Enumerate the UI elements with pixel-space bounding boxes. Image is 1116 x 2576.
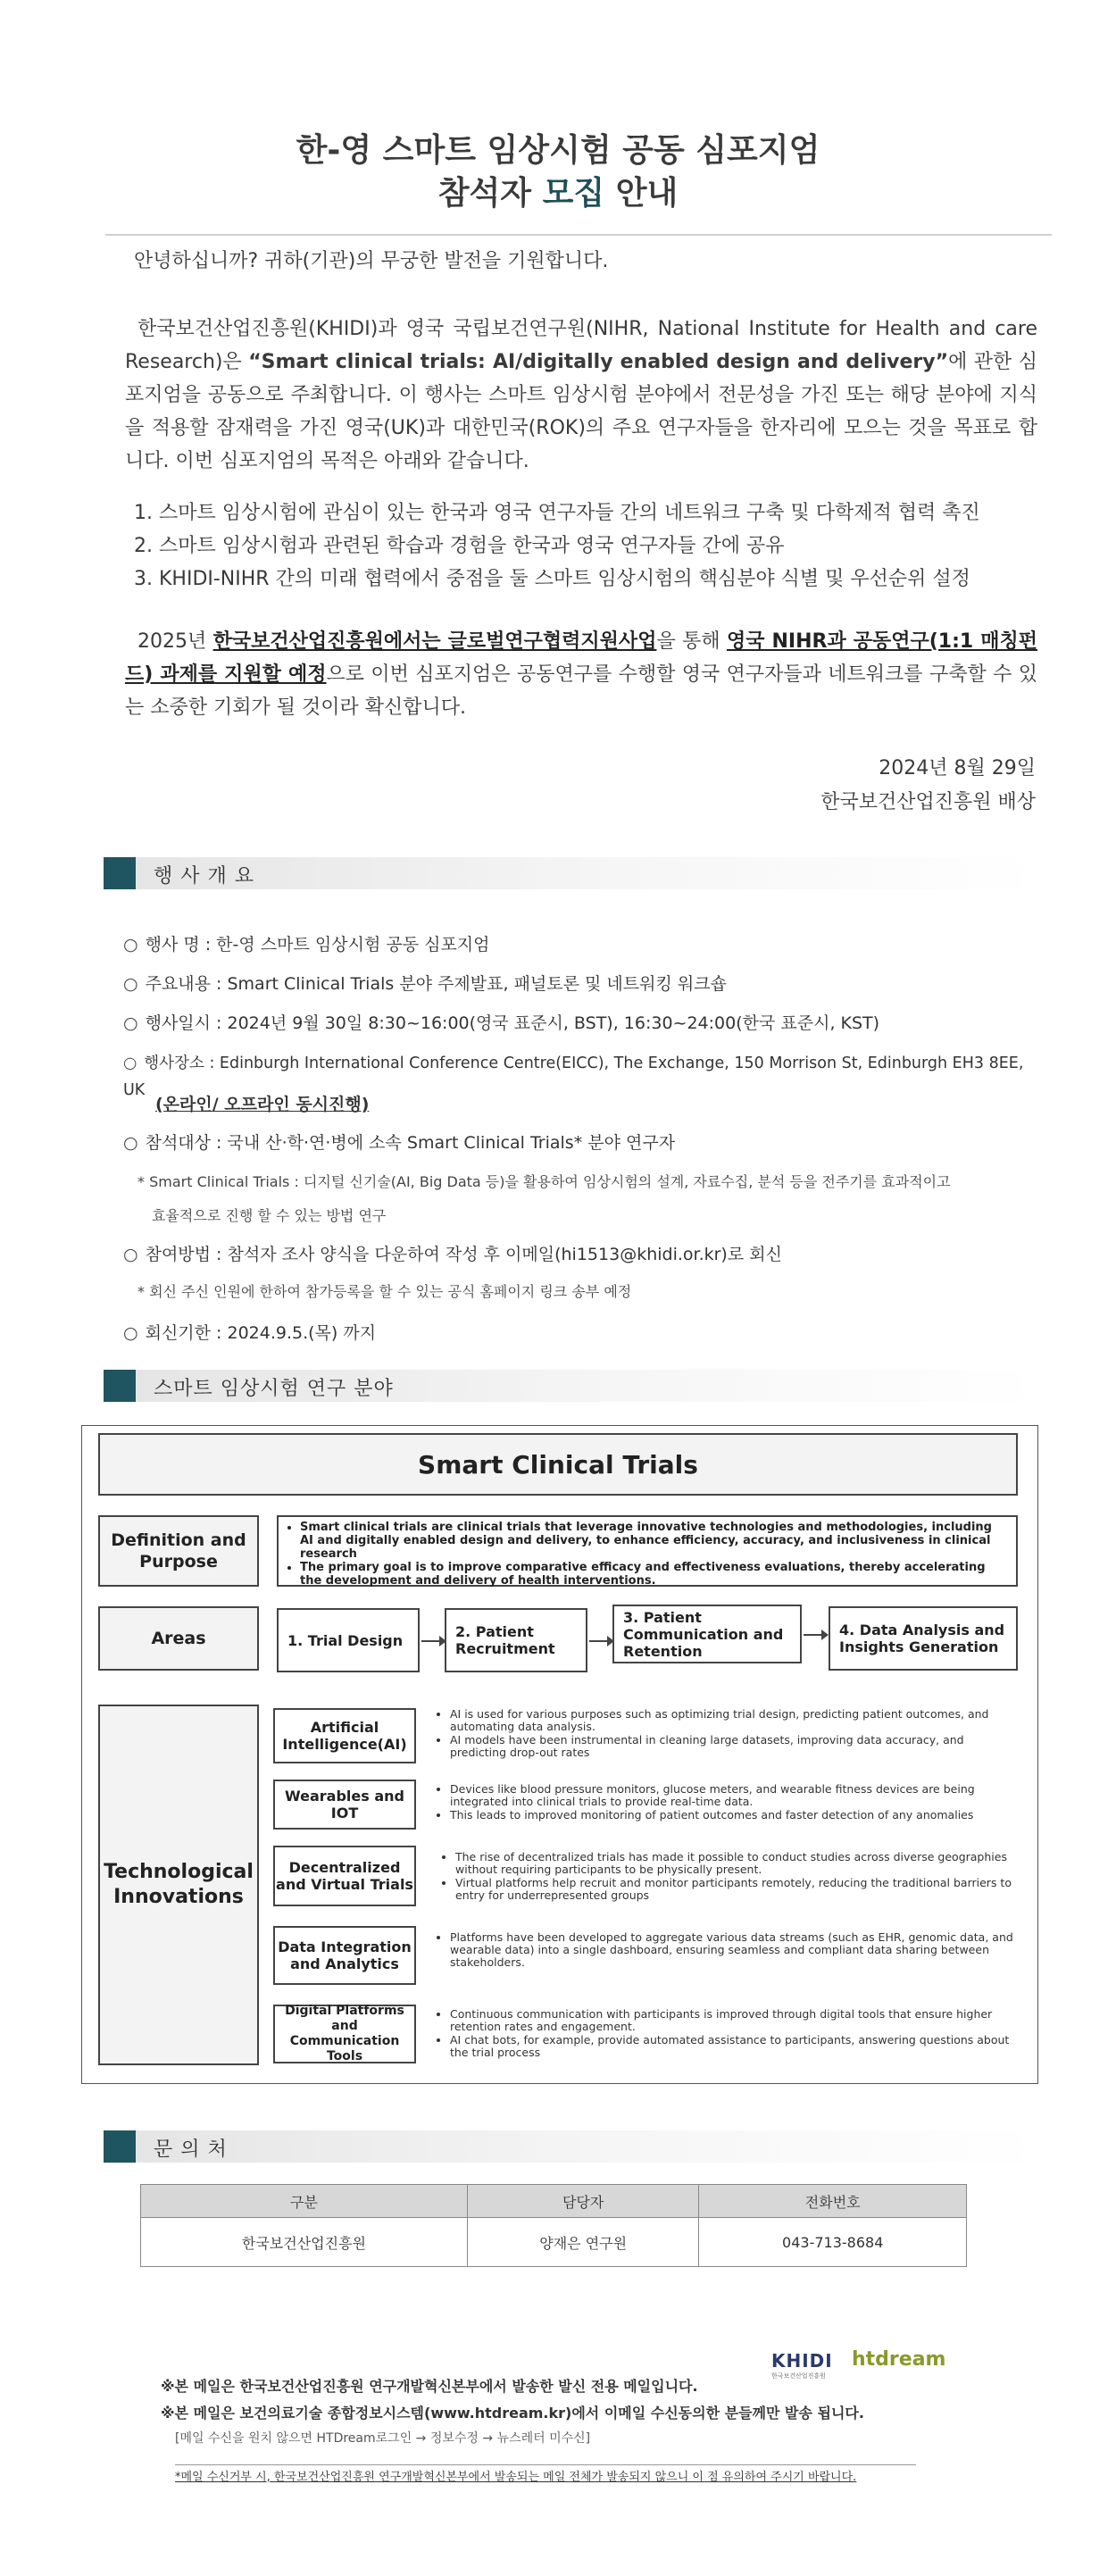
intro-post: 에 관한 심포지엄을 공동으로 주최합니다. 이 행사는 스마트 임상시험 분야에서 전문성을 가진 또는 해당 분야에 지식을 적용할 잠재력을 가진 영국(UK)과 대한민국(ROK)의 주요 연구자들을 한자리에 모으는 것을 목표로 합니다. 이번 심포지엄의 목적은 아래와 같습니다.: [125, 351, 1037, 472]
closing-mid: 을 통해: [656, 630, 727, 653]
overview-method: [123, 1241, 1043, 1268]
overview-name: [123, 931, 1043, 958]
letter-sender: 한국보건산업진흥원 배상: [820, 791, 1036, 813]
subtitle-suffix: 안내: [604, 175, 679, 212]
contact-table: [140, 2184, 967, 2267]
list-item: 1. 스마트 임상시험에 관심이 있는 한국과 영국 연구자들 간의 네트워크 구축 및 다학제적 협력 촉진: [134, 502, 980, 524]
letter-date: 2024년 8월 29일: [879, 757, 1036, 779]
overview-content: [123, 971, 1043, 997]
tech-digital-platforms-details: [436, 2008, 1016, 2060]
footer-line-3: [메일 수신을 원치 않으면 HTDream로그인 → 정보수정 → 뉴스레터 미수신]: [175, 2431, 591, 2446]
tech-ai-details: [436, 1708, 1016, 1760]
list-item: • Devices like blood pressure monitors, glucose meters, and wearable fitness devices are being integrated into clinical trials to provide real-time data.: [450, 1783, 1016, 1808]
contact-org: 한국보건산업진흥원: [141, 2218, 468, 2267]
tech-item-data-integration: Data Integration and Analytics: [273, 1926, 416, 1985]
overview-datetime-text: 행사일시 : 2024년 9월 30일 8:30~16:00(영국 표준시, BST), 16:30~24:00(한국 표준시, KST): [145, 1013, 880, 1033]
overview-method-text: 참여방법 : 참석자 조사 양식을 다운하여 작성 후 이메일(hi1513@khidi.or.kr)로 회신: [145, 1245, 782, 1264]
circle-bullet-icon: ○: [123, 974, 138, 994]
contact-section-header: [104, 2130, 1041, 2163]
tech-item-ai: Artificial Intelligence(AI): [273, 1708, 416, 1763]
footer-line-2: ※본 메일은 보건의료기술 종합정보시스템(www.htdream.kr)에서 이메일 수신동의한 분들께만 발송 됩니다.: [161, 2405, 864, 2422]
page-subtitle: [0, 168, 1116, 213]
target-note: [137, 1165, 1039, 1233]
section-title: 스마트 임상시험 연구 분야: [154, 1378, 394, 1400]
goals-list: [134, 496, 1046, 596]
overview-deadline-text: 회신기한 : 2024.9.5.(목) 까지: [145, 1323, 377, 1343]
area-step: 1. Trial Design: [277, 1608, 420, 1672]
section-marker-icon: [104, 1370, 136, 1402]
areas-label: Areas: [98, 1606, 259, 1671]
closing-post: 으로 이번 심포지엄은 공동연구를 수행할 영국 연구자들과 네트워크를 구축할 수 있는 소중한 기회가 될 것이라 확신합니다.: [125, 663, 1037, 719]
overview-datetime: [123, 1010, 1043, 1037]
tech-item-decentralized: Decentralized and Virtual Trials: [273, 1846, 416, 1906]
khidi-logo-subtext: 한국보건산업진흥원: [771, 2372, 826, 2380]
section-marker-icon: [104, 2130, 136, 2163]
greeting: 안녕하십니까? 귀하(기관)의 무궁한 발전을 기원합니다.: [134, 250, 609, 272]
overview-deadline: [123, 1320, 1043, 1346]
overview-target: [123, 1130, 1043, 1156]
overview-name-text: 행사 명 : 한-영 스마트 임상시험 공동 심포지엄: [145, 935, 490, 955]
research-section-header: [104, 1370, 1041, 1402]
list-item: • Platforms have been developed to aggregate various data streams (such as EHR, genomic data, and wearable data) into a single dashboard, ensuring seamless and compliant data sharing between stakeholders.: [450, 1931, 1016, 1969]
intro-pre: 한국보건산업진흥원(KHIDI)과 영국 국립보건연구원(NIHR, National Institute for Health and care Research)은: [125, 318, 1037, 373]
closing-year: 2025년: [137, 630, 213, 653]
khidi-logo-text: KHIDI: [771, 2350, 833, 2372]
list-item: • AI chat bots, for example, provide automated assistance to participants, answering questions about the trial process: [450, 2034, 1016, 2059]
circle-bullet-icon: ○: [123, 1323, 138, 1343]
list-item: • AI is used for various purposes such as optimizing trial design, predicting patient outcomes, and automating data analysis.: [450, 1708, 1016, 1733]
subtitle-highlight: 모집: [542, 175, 605, 212]
list-item: 3. KHIDI-NIHR 간의 미래 협력에서 중점을 둘 스마트 임상시험의 핵심분야 식별 및 우선순위 설정: [134, 568, 970, 590]
intro-paragraph: [125, 313, 1037, 478]
page-title: 한-영 스마트 임상시험 공동 심포지엄: [296, 132, 820, 169]
target-note-line1: * Smart Clinical Trials : 디지털 신기술(AI, Big Data 등)을 활용하여 임상시험의 설계, 자료수집, 분석 등을 전주기를 효과적이고: [137, 1173, 951, 1190]
closing-paragraph: [125, 625, 1037, 724]
list-item: 2. 스마트 임상시험과 관련된 학습과 경험을 한국과 영국 연구자들 간에 공유: [134, 535, 785, 557]
column-header: 구분: [141, 2185, 468, 2218]
footer-line-4: *메일 수신거부 시, 한국보건산업진흥원 연구개발혁신본부에서 발송되는 메일 전체가 발송되지 않으니 이 점 유의하여 주시기 바랍니다.: [175, 2464, 916, 2484]
table-row: [141, 2218, 967, 2267]
tech-data-integration-details: [436, 1931, 1016, 1970]
list-item: • This leads to improved monitoring of patient outcomes and faster detection of any anomalies: [450, 1809, 1016, 1822]
section-marker-icon: [104, 857, 136, 889]
method-note: * 회신 주신 인원에 한하여 참가등록을 할 수 있는 공식 홈페이지 링크 송부 예정: [137, 1283, 632, 1300]
list-item: • Continuous communication with participants is improved through digital tools that ensure higher retention rates and engagement.: [450, 2008, 1016, 2033]
circle-bullet-icon: ○: [123, 1245, 138, 1264]
arrow-right-icon: [589, 1640, 612, 1642]
footer-line-1: ※본 메일은 한국보건산업진흥원 연구개발혁신본부에서 발송한 발신 전용 메일입니다.: [161, 2378, 698, 2395]
circle-bullet-icon: ○: [123, 1133, 138, 1153]
definition-text: [277, 1515, 1018, 1587]
list-item: • AI models have been instrumental in cleaning large datasets, improving data accuracy, and predicting drop-out rates: [450, 1734, 1016, 1759]
contact-phone: 043-713-8684: [699, 2218, 967, 2267]
circle-bullet-icon: ○: [123, 1055, 137, 1072]
section-title: 행 사 개 요: [154, 865, 254, 888]
diagram-title: Smart Clinical Trials: [98, 1433, 1018, 1496]
title-divider: [105, 234, 1052, 236]
list-item: • The primary goal is to improve comparative efficacy and effectiveness evaluations, thereby accelerating the development and delivery of health interventions.: [300, 1561, 1007, 1588]
overview-online-note: (온라인/ 오프라인 동시진행): [155, 1095, 370, 1114]
subtitle-prefix: 참석자: [437, 175, 543, 212]
column-header: 담당자: [467, 2185, 699, 2218]
column-header: 전화번호: [699, 2185, 967, 2218]
circle-bullet-icon: ○: [123, 1013, 138, 1033]
closing-program: 한국보건산업진흥원에서는 글로벌연구협력지원사업: [212, 630, 657, 653]
table-header-row: [141, 2185, 967, 2218]
list-item: • Smart clinical trials are clinical trials that leverage innovative technologies and methodologies, including AI and digitally enabled design and delivery, to enhance efficiency, accuracy, and inclusiveness in clinical research: [300, 1521, 1007, 1561]
overview-venue-text: 행사장소 : Edinburgh International Conference Centre(EICC), The Exchange, 150 Morrison St, Edinburgh EH3 8EE, UK: [123, 1055, 1024, 1099]
section-title: 문 의 처: [154, 2138, 228, 2161]
overview-section-header: [104, 857, 1041, 889]
arrow-right-icon: [421, 1640, 445, 1642]
circle-bullet-icon: ○: [123, 935, 138, 955]
closing-support: 영국 NIHR과 공동연구(1:1 매칭펀드) 과제를 지원할 예정: [125, 630, 1037, 686]
tech-innovations-label: Technological Innovations: [98, 1705, 259, 2065]
tech-wearables-details: [436, 1783, 1016, 1822]
contact-person: 양재은 연구원: [467, 2218, 699, 2267]
intro-symposium-title: “Smart clinical trials: AI/digitally enabled design and delivery”: [248, 351, 949, 373]
overview-target-text: 참석대상 : 국내 산·학·연·병에 소속 Smart Clinical Trials* 분야 연구자: [145, 1133, 676, 1153]
htdream-logo: htdream: [852, 2348, 946, 2371]
tech-item-digital-platforms: Digital Platforms and Communication Tools: [273, 2005, 416, 2063]
list-item: • The rise of decentralized trials has made it possible to conduct studies across diverse geographies without requiring participants to be physically present.: [455, 1851, 1016, 1876]
area-step: 4. Data Analysis and Insights Generation: [829, 1606, 1018, 1671]
target-note-line2: 효율적으로 진행 할 수 있는 방법 연구: [152, 1207, 387, 1224]
overview-content-text: 주요내용 : Smart Clinical Trials 분야 주제발표, 패널토론 및 네트워킹 워크숍: [145, 974, 727, 994]
tech-decentralized-details: [441, 1851, 1016, 1903]
definition-label: Definition and Purpose: [98, 1515, 259, 1587]
signature-block: [820, 752, 1036, 820]
smart-clinical-trials-diagram: [81, 1425, 1038, 2084]
area-step: 2. Patient Recruitment: [445, 1608, 587, 1672]
area-step: 3. Patient Communication and Retention: [612, 1605, 802, 1663]
arrow-right-icon: [804, 1634, 827, 1636]
list-item: • Virtual platforms help recruit and monitor participants remotely, reducing the traditional barriers to entry for underrepresented groups: [455, 1877, 1016, 1902]
tech-item-wearables: Wearables and IOT: [273, 1780, 416, 1830]
